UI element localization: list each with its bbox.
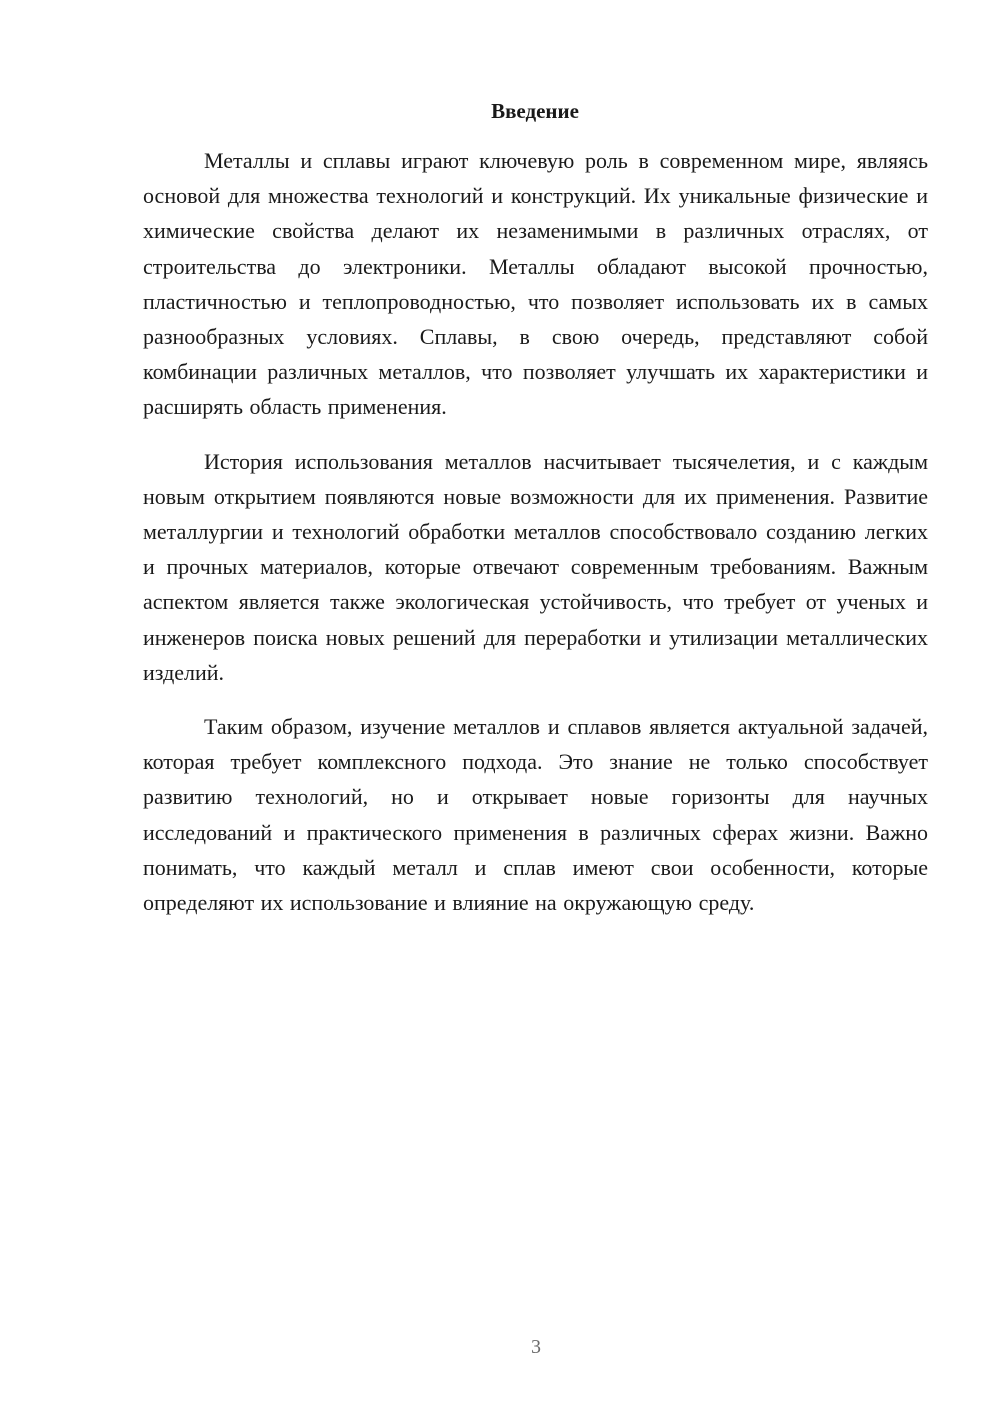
paragraph-history: История использования металлов насчитывает тысячелетия, и с каждым новым открытием появляются новые возможности для их применения. Развитие металлургии и технологий обработки металлов способствовало созданию легких и прочных материалов, которые отвечают современным требованиям. Важным аспектом является также экологическая устойчивость, что требует от ученых и инженеров поиска новых решений для переработки и утилизации металлических изделий. bbox=[143, 448, 928, 685]
paragraph-conclusion: Таким образом, изучение металлов и сплавов является актуальной задачей, которая требует комплексного подхода. Это знание не только способствует развитию технологий, но и открывает новые горизонты для научных исследований и практического применения в различных сферах жизни. Важно понимать, что каждый металл и сплав имеют свои особенности, которые определяют их использование и влияние на окружающую среду. bbox=[143, 714, 928, 916]
section-heading: Введение bbox=[491, 99, 579, 123]
paragraph-intro: Металлы и сплавы играют ключевую роль в современном мире, являясь основой для множества технологий и конструкций. Их уникальные физические и химические свойства делают их незаменимыми в различных отраслях, от строительства до электроники. Металлы обладают высокой прочностью, пластичностью и теплопроводностью, что позволяет использовать их в самых разнообразных условиях. Сплавы, в свою очередь, представляют собой комбинации различных металлов, что позволяет улучшать их характеристики и расширять область применения. bbox=[143, 148, 928, 420]
page-number: 3 bbox=[531, 1336, 541, 1358]
body-text bbox=[143, 143, 928, 939]
